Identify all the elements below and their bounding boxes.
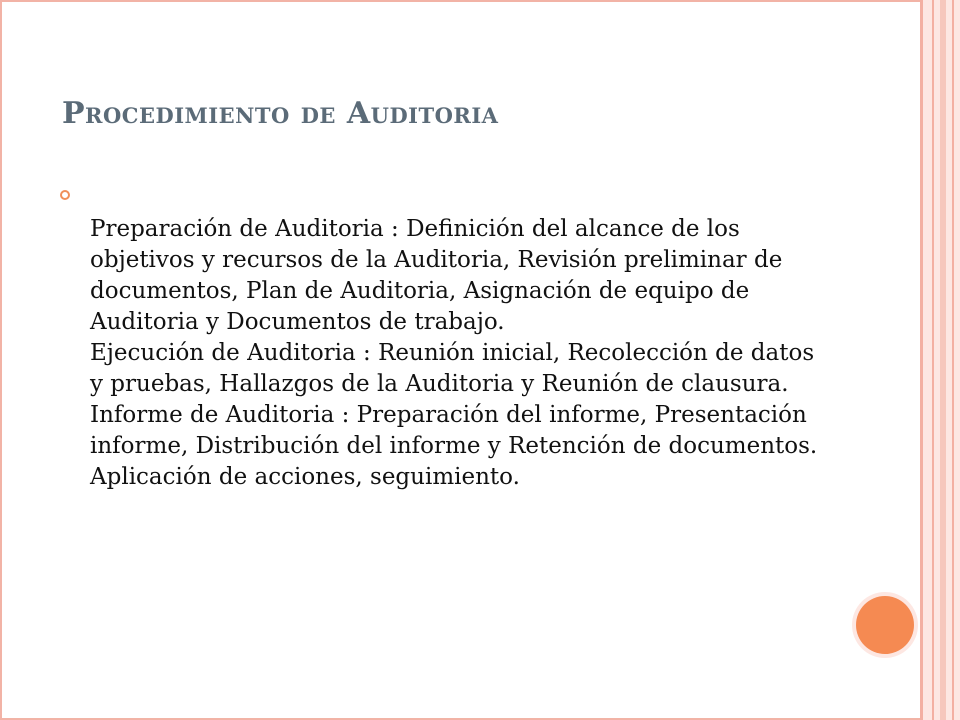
slide-title: Procedimiento de Auditoria [62, 96, 499, 131]
paragraph-informe: Informe de Auditoria : Preparación del informe, Presentación informe, Distribución del informe y Retención de documentos. [90, 402, 818, 459]
decorative-orange-circle [856, 596, 914, 654]
paragraph-aplicacion: Aplicación de acciones, seguimiento. [90, 464, 520, 490]
slide-body [90, 214, 820, 493]
bullet-circle-icon [60, 190, 70, 200]
stripe [940, 0, 946, 720]
paragraph-preparacion: Preparación de Auditoria : Definición del alcance de los objetivos y recursos de la Auditoria, Revisión preliminar de documentos, Plan de Auditoria, Asignación de equipo de Auditoria y Documentos de trabajo. [90, 216, 783, 335]
stripe [952, 0, 954, 720]
stripe [920, 0, 923, 720]
stripe [932, 0, 934, 720]
right-decorative-stripes [920, 0, 960, 720]
paragraph-ejecucion: Ejecución de Auditoria : Reunión inicial, Recolección de datos y pruebas, Hallazgos de la Auditoria y Reunión de clausura. [90, 340, 815, 397]
